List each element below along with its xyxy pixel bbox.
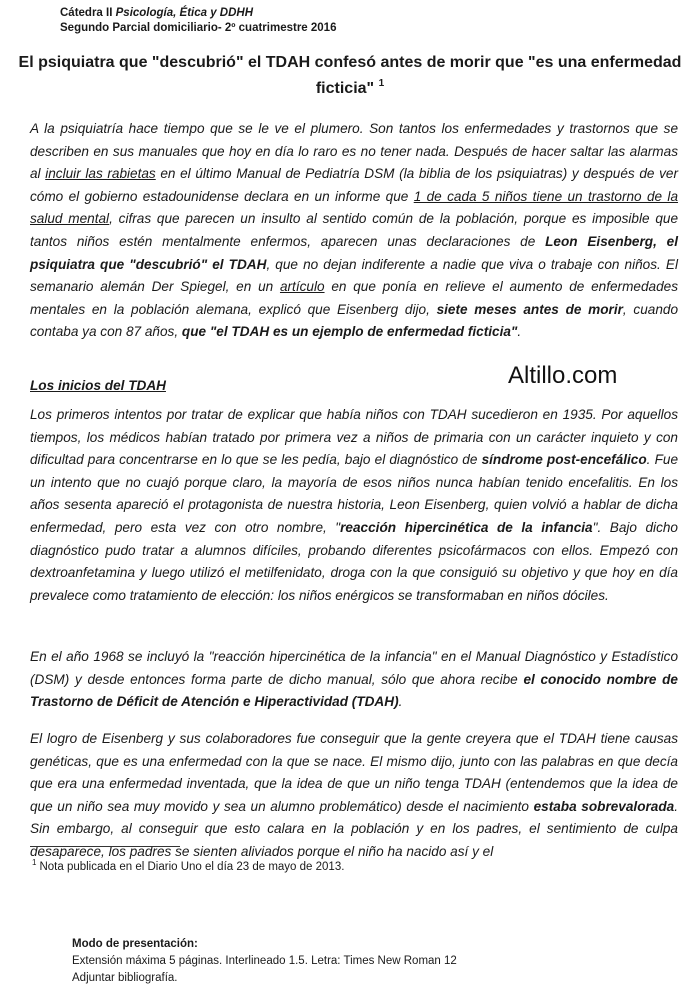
footnote-text: Nota publicada en el Diario Uno el día 23 de mayo de 2013. <box>39 861 345 873</box>
paragraph-dsm <box>30 646 678 714</box>
text-run: El logro de Eisenberg y sus colaboradores fue conseguir que la gente creyera que el TDAH tiene causas genéticas, que es una enfermedad con la que se nace. El mismo dijo, junto con las palabras en que decía que era una enfermedad inventada, que la idea de que un niño tenga TDAH (entendemos que la idea de que un niño sea muy movido y sea un alumno problemático) desde el nacimiento <box>30 731 678 814</box>
text-run: , que no dejan indiferente a nadie que viva o trabaje con niños. El semanario alemán Der Spiegel, en un <box>30 256 678 295</box>
bold-text: síndrome post-encefálico <box>481 452 647 468</box>
watermark: Altillo.com <box>508 362 618 389</box>
underlined-reference: 1 de cada 5 niños tiene un trastorno de la salud mental <box>30 188 679 227</box>
text-run: . <box>398 694 403 710</box>
bold-text: reacción hipercinética de la infancia <box>340 519 593 535</box>
presentation-line: Adjuntar bibliografía. <box>72 972 178 984</box>
course-prefix: Cátedra II <box>60 7 113 19</box>
text-run: , cifras que parecen un insulto al sentido común de la población, porque es imposible que tantos niños estén mentalmente enfermos, aparecen unas declaraciones de <box>30 211 679 249</box>
text-run: , cuando contaba ya con 87 años, <box>30 301 678 340</box>
course-line <box>60 6 336 21</box>
text-run: en que ponía en relieve el aumento de enfermedades mentales en la población alemana, explicó que Eisenberg dijo, <box>30 279 679 317</box>
presentation-heading: Modo de presentación: <box>72 938 198 950</box>
text-run: . Fue un intento que no cuajó porque claro, la mayoría de esos niños nunca habían tenido encefalitis. En los años sesenta apareció el protagonista de nuestra historia, Leon Eisenberg, quien volvió a hablar de dicha enfermedad, pero esta vez con otro nombre, " <box>30 452 679 535</box>
text-run: En el año 1968 se incluyó la "reacción hipercinética de la infancia" en el Manual Diagnóstico y Estadístico (DSM) y desde entonces forma parte de dicho manual, sólo que ahora recibe <box>30 649 678 687</box>
text-run: A la psiquiatría hace tiempo que se le ve el plumero. Son tantos los enfermedades y trastornos que se describen en sus manuales que hoy en día lo raro es no tener nada. Después de hacer saltar las alarmas al <box>30 121 678 182</box>
paragraph-intro <box>30 118 678 344</box>
title-text: El psiquiatra que "descubrió" el TDAH confesó antes de morir que "es una enfermedad ficticia" <box>18 54 682 97</box>
text-run: . <box>517 324 522 340</box>
footnote <box>32 858 344 873</box>
paragraph-history <box>30 404 678 607</box>
section-heading: Los inicios del TDAH <box>30 378 166 393</box>
bold-text: el conocido nombre de Trastorno de Déficit de Atención e Hiperactividad (TDAH) <box>30 671 678 710</box>
presentation-instructions <box>72 936 457 987</box>
underlined-reference: incluir las rabietas <box>45 166 156 182</box>
text-run: ". Bajo dicho diagnóstico pudo tratar a alumnos difíciles, probando diferentes psicofármacos con ellos. Empezó con dextroanfetamina y luego utilizó el metilfenidato, droga con la que consiguió su objetivo y que hoy en día prevalece como tratamiento de elección: los niños enérgicos se transformaban en niños dóciles. <box>30 519 678 603</box>
bold-text: Leon Eisenberg, el psiquiatra que "descubrió" el TDAH <box>30 233 678 272</box>
bold-text: estaba sobrevalorada <box>533 798 675 814</box>
bold-text: siete meses antes de morir <box>436 301 623 317</box>
text-run: en el último Manual de Pediatría DSM (la biblia de los psiquiatras) y después de ver cómo el gobierno estadounidense declara en un informe que <box>30 166 678 204</box>
text-run: Los primeros intentos por tratar de explicar que había niños con TDAH sucedieron en 1935. Por aquellos tiempos, los médicos habían tratado por primera vez a niños de primaria con un carácter inquieto y con dificultad para concentrarse en lo que se les pedía, bajo el diagnóstico de <box>30 407 678 468</box>
text-run: . Sin embargo, al conseguir que esto calara en la población y en los padres, el sentimiento de culpa desaparece, los padres se sienten aliviados porque el niño ha nacido así y el <box>30 798 678 859</box>
footnote-reference: 1 <box>378 78 385 89</box>
course-header <box>60 6 336 36</box>
course-name: Psicología, Ética y DDHH <box>115 7 254 19</box>
bold-text: que "el TDAH es un ejemplo de enfermedad ficticia" <box>181 324 518 340</box>
footnote-marker: 1 <box>32 858 37 867</box>
underlined-reference: artículo <box>279 279 325 295</box>
presentation-line: Extensión máxima 5 páginas. Interlineado 1.5. Letra: Times New Roman 12 <box>72 955 457 967</box>
footnote-divider <box>30 846 180 847</box>
exam-line: Segundo Parcial domiciliario- 2º cuatrimestre 2016 <box>60 22 337 34</box>
paragraph-legacy <box>30 728 678 864</box>
page-title <box>12 52 688 99</box>
